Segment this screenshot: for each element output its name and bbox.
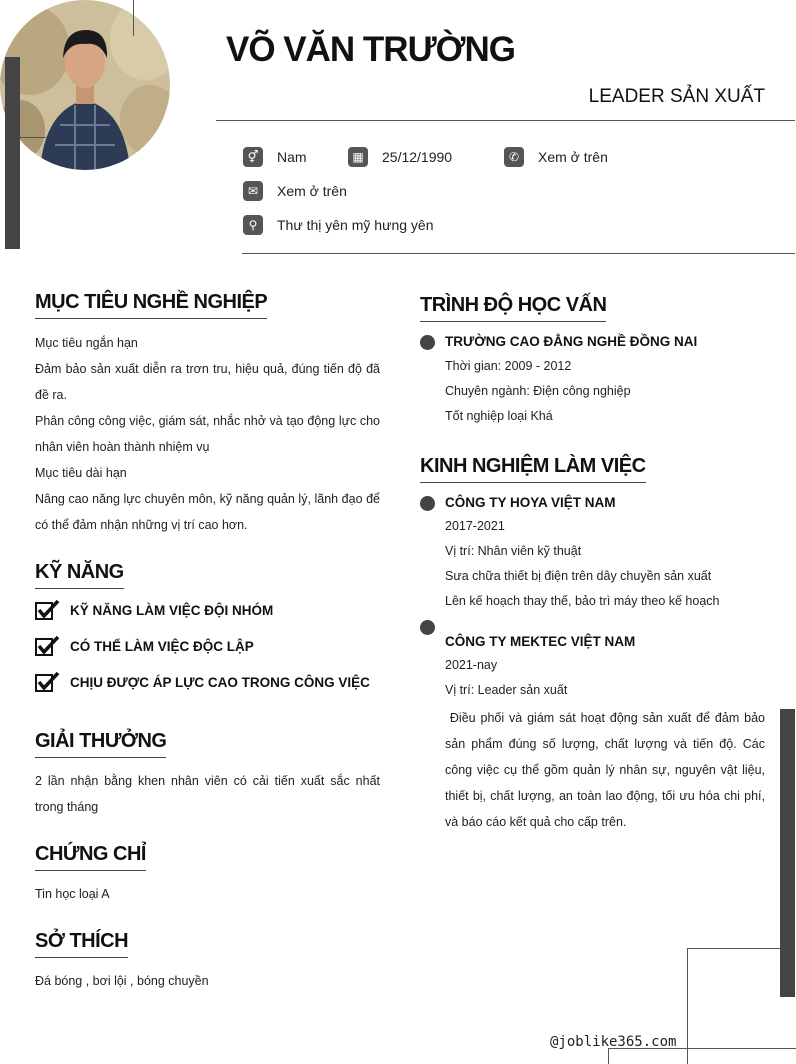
job-details [445, 653, 769, 835]
phone-value: Xem ở trên [538, 149, 608, 165]
objective-line: Phân công công việc, giám sát, nhắc nhở và tạo động lực cho nhân viên hoàn thành nhiệm vụ [35, 414, 380, 454]
avatar [0, 0, 170, 170]
education-line: Chuyên ngành: Điện công nghiệp [445, 384, 631, 398]
gender-icon: ⚥ [243, 147, 263, 167]
right-accent-bar [780, 709, 795, 997]
awards-title: GIẢI THƯỞNG [35, 730, 166, 758]
company-name: CÔNG TY HOYA VIỆT NAM [445, 495, 616, 510]
candidate-name: VÕ VĂN TRƯỜNG [226, 30, 515, 69]
bottom-frame-vertical [687, 948, 688, 1064]
email-value: Xem ở trên [277, 183, 347, 199]
objective-title: MỤC TIÊU NGHỀ NGHIỆP [35, 291, 267, 319]
location-pin-icon: ⚲ [243, 215, 263, 235]
objective-line: Đảm bảo sản xuất diễn ra trơn tru, hiệu quả, đúng tiến độ đã đề ra. [35, 362, 380, 402]
company-name: CÔNG TY MEKTEC VIỆT NAM [445, 634, 636, 649]
timeline-dot [420, 620, 435, 635]
gender-row [243, 147, 307, 167]
objective-line: Mục tiêu ngắn hạn [35, 336, 138, 350]
email-row [243, 181, 347, 201]
left-accent-bar [5, 57, 20, 249]
birthday-row [348, 147, 452, 167]
checkbox-checked-icon [35, 672, 60, 692]
gender-value: Nam [277, 149, 307, 165]
objective-line: Mục tiêu dài hạn [35, 466, 127, 480]
address-value: Thư thị yên mỹ hưng yên [277, 217, 434, 233]
checkbox-checked-icon [35, 636, 60, 656]
objective-text [35, 330, 380, 538]
job-title: LEADER SẢN XUẤT [588, 86, 765, 107]
job-line: Điều phối và giám sát hoạt động sản xuất để đảm bảo sản phẩm đúng số lượng, chất lượng và tiến độ. Các công việc cụ thể gồm quản lý nhân sự, nguyên vật liệu, thiết bị, chất lượng, an toàn lao động, tối ưu hóa chi phí, và báo cáo kết quả cho cấp trên. [445, 711, 769, 829]
job-line: Sưa chữa thiết bị điện trên dây chuyền sản xuất [445, 569, 712, 583]
skill-item [35, 672, 370, 692]
job-line: 2017-2021 [445, 519, 505, 533]
checkbox-checked-icon [35, 600, 60, 620]
calendar-icon: ▦ [348, 147, 368, 167]
job-line: Vị trí: Nhân viên kỹ thuật [445, 544, 582, 558]
birthday-value: 25/12/1990 [382, 149, 453, 165]
skills-title: KỸ NĂNG [35, 561, 124, 589]
header-underline [216, 120, 795, 121]
job-line: 2021-nay [445, 658, 498, 672]
bottom-frame-inner-vertical [608, 1048, 609, 1064]
job-line: Lên kế hoạch thay thế, bảo trì máy theo kế hoạch [445, 594, 720, 608]
certificates-title: CHỨNG CHỈ [35, 843, 146, 871]
timeline-dot [420, 496, 435, 511]
hobbies-text: Đá bóng , bơi lội , bóng chuyền [35, 974, 209, 988]
job-details [445, 514, 765, 614]
education-line: Thời gian: 2009 - 2012 [445, 359, 572, 373]
school-name: TRƯỜNG CAO ĐẲNG NGHỀ ĐỒNG NAI [445, 334, 698, 349]
timeline-dot [420, 335, 435, 350]
hobbies-title: SỞ THÍCH [35, 930, 128, 958]
skill-label: KỸ NĂNG LÀM VIỆC ĐỘI NHÓM [70, 602, 274, 618]
skill-item [35, 600, 273, 620]
email-icon: ✉ [243, 181, 263, 201]
objective-line: Nâng cao năng lực chuyên môn, kỹ năng quản lý, lãnh đạo để có thể đảm nhận những vị trí cao hơn. [35, 492, 380, 532]
bottom-frame-horizontal [687, 948, 780, 949]
certificates-text: Tin học loại A [35, 887, 110, 901]
education-title: TRÌNH ĐỘ HỌC VẤN [420, 294, 606, 322]
education-details [445, 354, 765, 429]
phone-row [504, 147, 608, 167]
skill-item [35, 636, 254, 656]
watermark: @joblike365.com [550, 1034, 677, 1050]
education-line: Tốt nghiệp loại Khá [445, 409, 553, 423]
experience-title: KINH NGHIỆM LÀM VIỆC [420, 455, 646, 483]
job-line: Vị trí: Leader sản xuất [445, 683, 568, 697]
top-vertical-line [133, 0, 134, 36]
left-connector-line [20, 137, 46, 138]
awards-text: 2 lần nhận bằng khen nhân viên có cải tiến xuất sắc nhất trong tháng [35, 774, 380, 814]
contact-underline [242, 253, 795, 254]
skill-label: CHỊU ĐƯỢC ÁP LỰC CAO TRONG CÔNG VIỆC [70, 674, 370, 690]
phone-icon: ✆ [504, 147, 524, 167]
address-row [243, 215, 433, 235]
skill-label: CÓ THỂ LÀM VIỆC ĐỘC LẬP [70, 638, 254, 654]
